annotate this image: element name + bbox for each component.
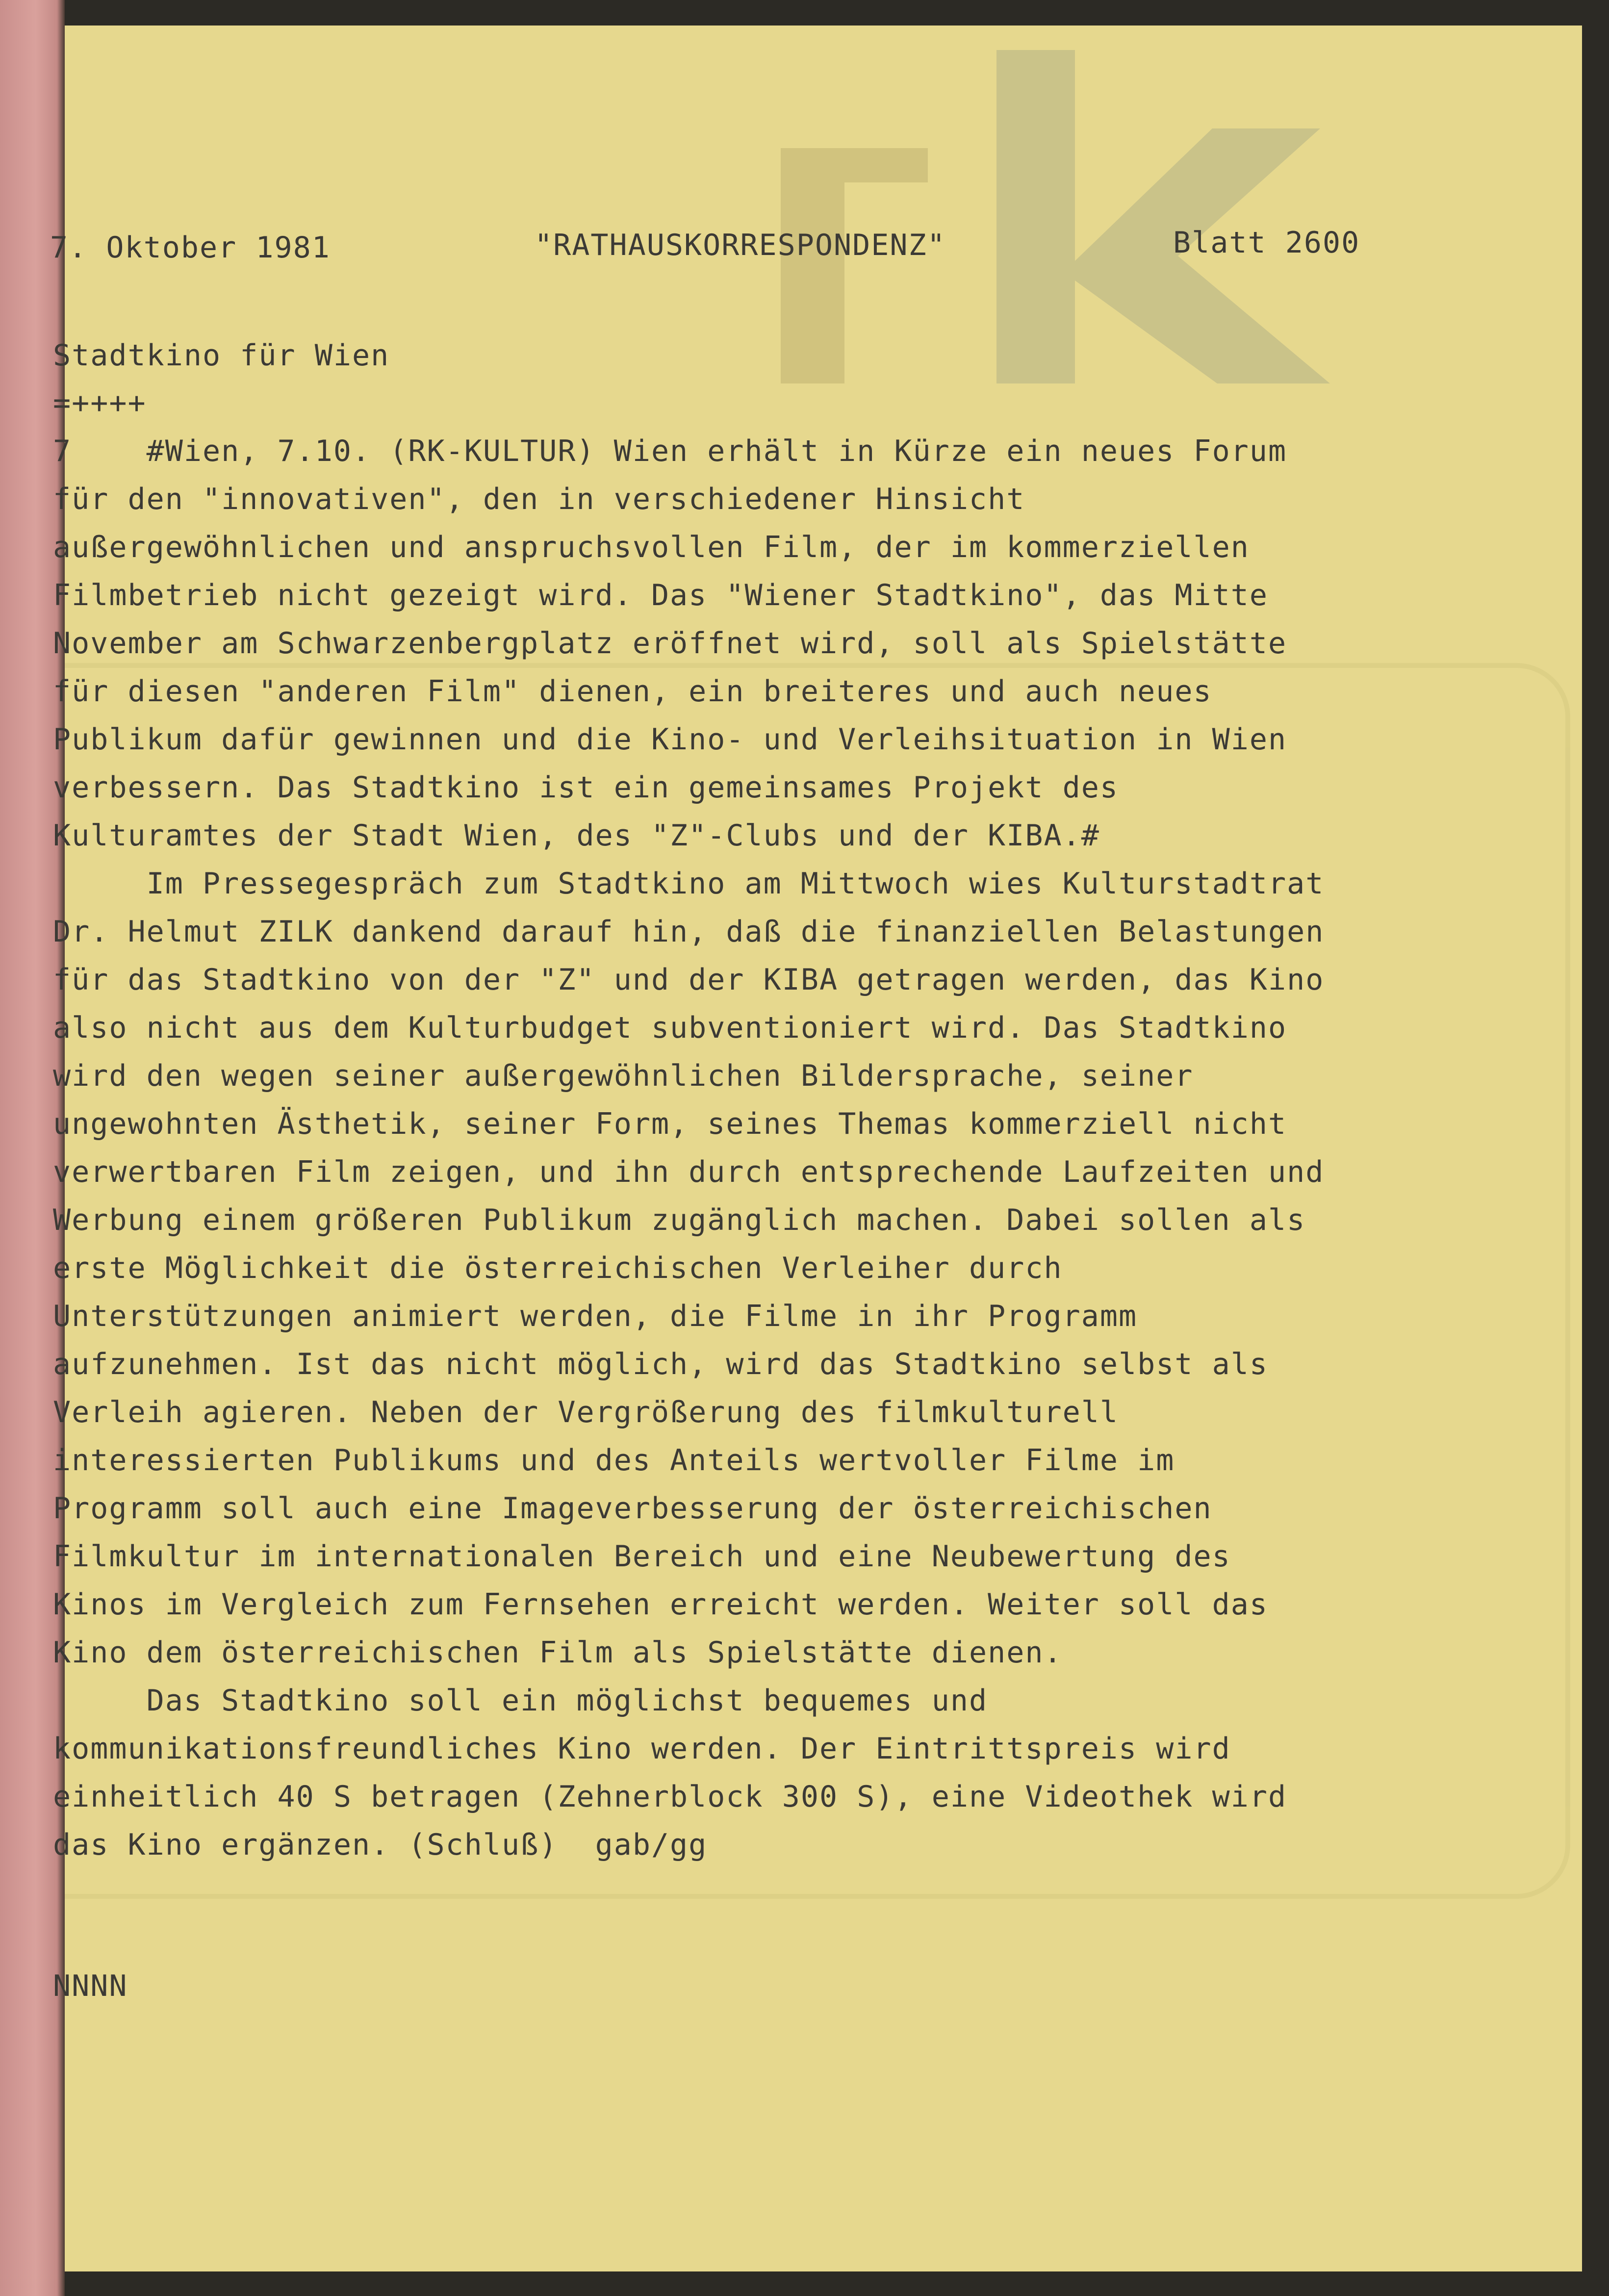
body-line: Das Stadtkino soll ein möglichst bequemes und [53,1684,988,1718]
body-line: außergewöhnlichen und anspruchsvollen Film, der im kommerziellen [53,530,1250,564]
body-line: Unterstützungen animiert werden, die Filme in ihr Programm [53,1299,1138,1333]
body-line: November am Schwarzenbergplatz eröffnet wird, soll als Spielstätte [53,626,1287,661]
body-line: verwertbaren Film zeigen, und ihn durch entsprechende Laufzeiten und [53,1155,1325,1189]
body-line: Dr. Helmut ZILK dankend darauf hin, daß die finanziellen Belastungen [53,915,1325,949]
headline-separator: =++++ [53,386,147,420]
end-marker: NNNN [53,1969,128,2003]
body-line: verbessern. Das Stadtkino ist ein gemeinsames Projekt des [53,770,1119,805]
body-line: kommunikationsfreundliches Kino werden. Der Eintrittspreis wird [53,1732,1231,1766]
header-publication-name: "RATHAUSKORRESPONDENZ" [535,228,946,262]
body-line: für diesen "anderen Film" dienen, ein breiteres und auch neues [53,674,1212,709]
body-line: ungewohnten Ästhetik, seiner Form, seines Themas kommerziell nicht [53,1107,1287,1141]
body-line: Kino dem österreichischen Film als Spielstätte dienen. [53,1635,1063,1670]
body-line: Filmkultur im internationalen Bereich und eine Neubewertung des [53,1539,1231,1574]
rk-logo-bleed-through [722,50,1359,383]
body-line: das Kino ergänzen. (Schluß) gab/gg [53,1828,708,1862]
body-line: interessierten Publikums und des Anteils wertvoller Filme im [53,1443,1175,1478]
article-headline: Stadtkino für Wien [53,338,390,373]
body-line: aufzunehmen. Ist das nicht möglich, wird das Stadtkino selbst als [53,1347,1268,1381]
body-line: Kulturamtes der Stadt Wien, des "Z"-Clubs und der KIBA.# [53,818,1100,853]
body-line: wird den wegen seiner außergewöhnlichen Bildersprache, seiner [53,1059,1194,1093]
body-line: für das Stadtkino von der "Z" und der KIBA getragen werden, das Kino [53,963,1325,997]
body-line: einheitlich 40 S betragen (Zehnerblock 300 S), eine Videothek wird [53,1780,1287,1814]
body-line: Kinos im Vergleich zum Fernsehen erreicht werden. Weiter soll das [53,1587,1268,1622]
body-line: Im Pressegespräch zum Stadtkino am Mittwoch wies Kulturstadtrat [53,867,1325,901]
body-line: Verleih agieren. Neben der Vergrößerung des filmkulturell [53,1395,1119,1429]
body-line: erste Möglichkeit die österreichischen Verleiher durch [53,1251,1063,1285]
body-line: 7 #Wien, 7.10. (RK-KULTUR) Wien erhält in Kürze ein neues Forum [53,434,1287,468]
header-date: 7. Oktober 1981 [50,230,331,265]
body-line: Programm soll auch eine Imageverbesserung der österreichischen [53,1491,1212,1526]
body-line: Filmbetrieb nicht gezeigt wird. Das "Wiener Stadtkino", das Mitte [53,578,1268,612]
header-page-number: Blatt 2600 [1173,226,1360,260]
body-line: Publikum dafür gewinnen und die Kino- und Verleihsituation in Wien [53,722,1287,757]
body-line: Werbung einem größeren Publikum zugänglich machen. Dabei sollen als [53,1203,1306,1237]
body-line: also nicht aus dem Kulturbudget subventioniert wird. Das Stadtkino [53,1011,1287,1045]
body-line: für den "innovativen", den in verschiedener Hinsicht [53,482,1025,516]
